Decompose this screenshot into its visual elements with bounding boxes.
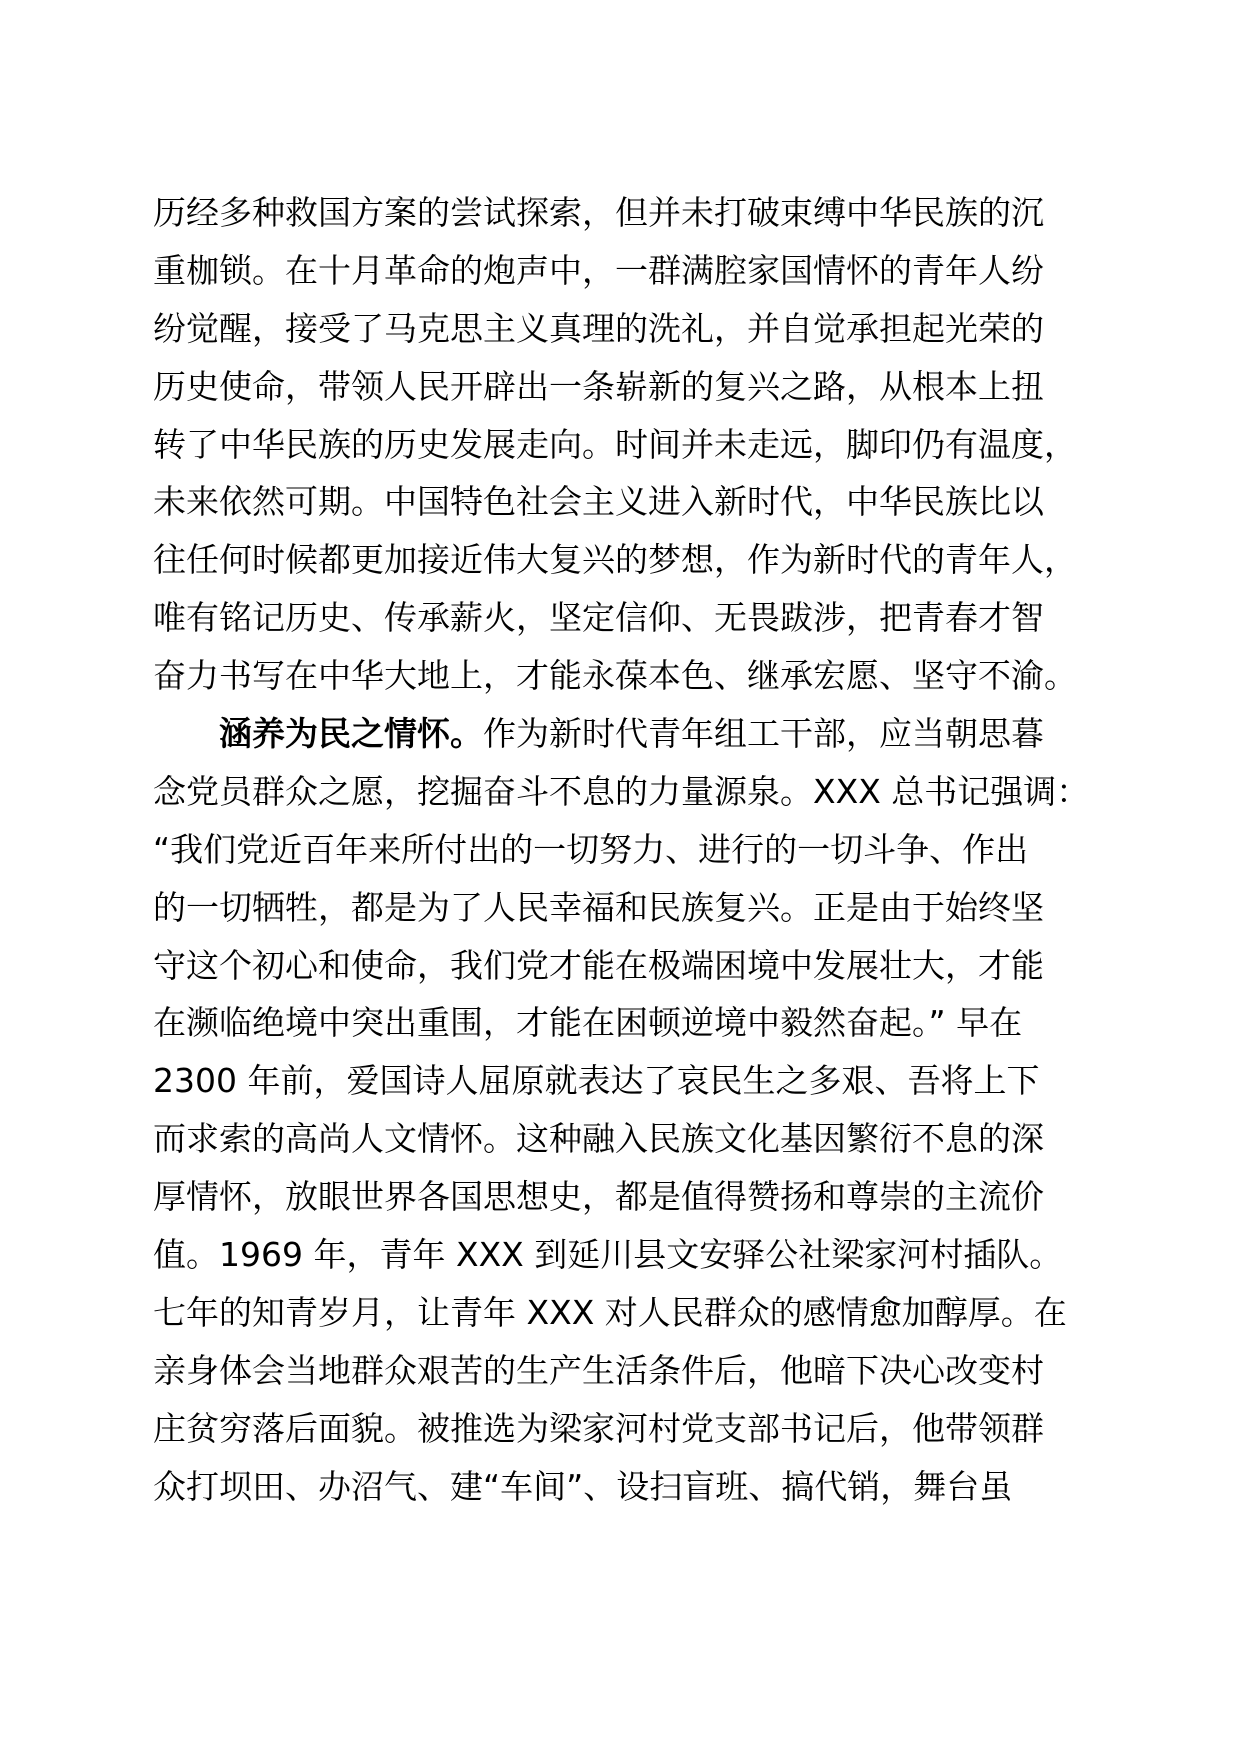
text-line: 2300 年前，爱国诗人屈原就表达了哀民生之多艰、吾将上下 (153, 1061, 1040, 1101)
paragraph-2 (153, 705, 1093, 1515)
text-line: 念党员群众之愿，挖掘奋斗不息的力量源泉。XXX 总书记强调： (153, 771, 1090, 811)
text-line: 奋力书写在中华大地上，才能永葆本色、继承宏愿、坚守不渝。 (153, 656, 1077, 696)
paragraph-2-first-line (153, 705, 1093, 763)
text-line: 纷觉醒，接受了马克思主义真理的洗礼，并自觉承担起光荣的 (153, 308, 1044, 348)
text-line: 在濒临绝境中突出重围，才能在困顿逆境中毅然奋起。” 早在 (153, 1003, 1023, 1043)
text-line: 亲身体会当地群众艰苦的生产生活条件后，他暗下决心改变村 (153, 1350, 1044, 1390)
text-line: 唯有铭记历史、传承薪火，坚定信仰、无畏跋涉，把青春才智 (153, 598, 1044, 638)
text-line: 的一切牺牲，都是为了人民幸福和民族复兴。正是由于始终坚 (153, 887, 1044, 927)
text-line: “我们党近百年来所付出的一切努力、进行的一切斗争、作出 (153, 829, 1029, 869)
paragraph-heading-rest: 作为新时代青年组工干部，应当朝思暮 (483, 714, 1044, 754)
text-line: 值。1969 年，青年 XXX 到延川县文安驿公社梁家河村插队。 (153, 1235, 1063, 1275)
paragraph-1 (153, 184, 1093, 705)
text-line: 庄贫穷落后面貌。被推选为梁家河村党支部书记后，他带领群 (153, 1408, 1044, 1448)
text-line: 重枷锁。在十月革命的炮声中，一群满腔家国情怀的青年人纷 (153, 250, 1044, 290)
paragraph-heading: 涵养为民之情怀。 (219, 714, 483, 754)
text-line: 转了中华民族的历史发展走向。时间并未走远，脚印仍有温度， (153, 424, 1077, 464)
text-line: 厚情怀，放眼世界各国思想史，都是值得赞扬和尊崇的主流价 (153, 1177, 1044, 1217)
text-line: 守这个初心和使命，我们党才能在极端困境中发展壮大，才能 (153, 945, 1044, 985)
text-line: 七年的知青岁月，让青年 XXX 对人民群众的感情愈加醇厚。在 (153, 1292, 1067, 1332)
text-line: 众打坝田、办沼气、建“车间”、设扫盲班、搞代销，舞台虽 (153, 1466, 1013, 1506)
text-line: 往任何时候都更加接近伟大复兴的梦想，作为新时代的青年人， (153, 540, 1077, 580)
body-text (153, 184, 1093, 1515)
text-line: 而求索的高尚人文情怀。这种融入民族文化基因繁衍不息的深 (153, 1119, 1044, 1159)
text-line: 未来依然可期。中国特色社会主义进入新时代，中华民族比以 (153, 482, 1044, 522)
text-line: 历经多种救国方案的尝试探索，但并未打破束缚中华民族的沉 (153, 193, 1044, 232)
text-line: 历史使命，带领人民开辟出一条崭新的复兴之路，从根本上扭 (153, 366, 1044, 406)
